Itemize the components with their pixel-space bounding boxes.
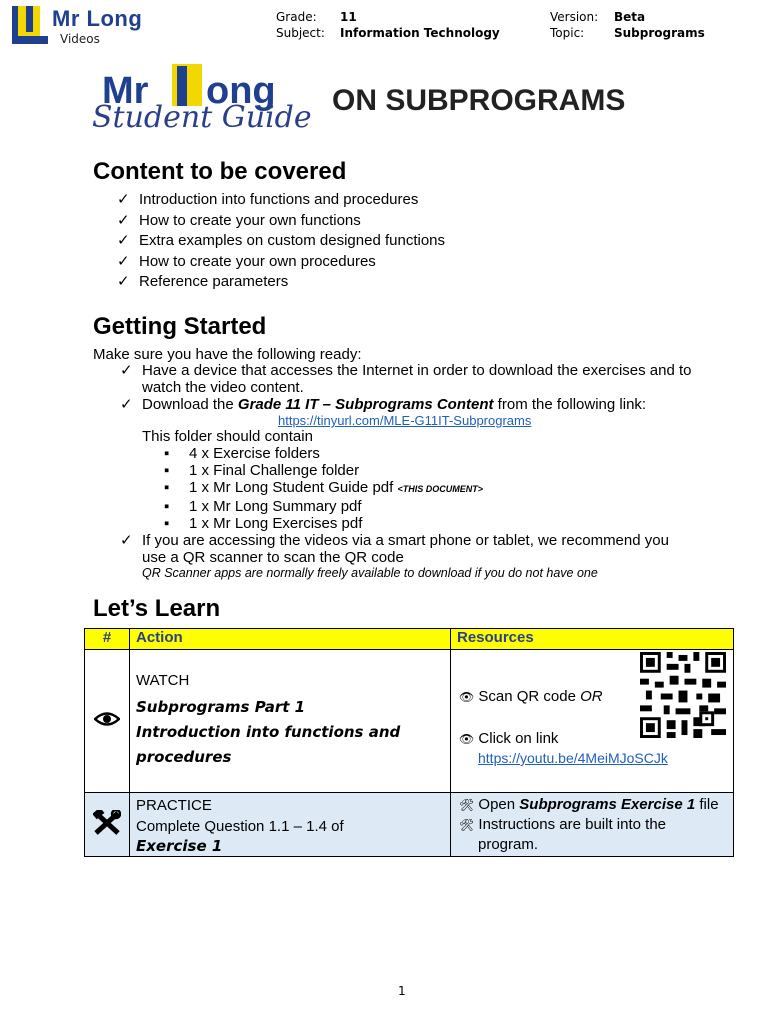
grade-label: Grade:: [276, 10, 317, 24]
table-row: [85, 650, 734, 793]
getting-started-heading: Getting Started: [93, 313, 267, 340]
this-document-tag: <THIS DOCUMENT>: [397, 484, 483, 494]
check-icon: ✓: [117, 232, 130, 249]
instructions-cont: program.: [478, 836, 539, 853]
folder-item: ▪ 1 x Mr Long Summary pdf: [164, 498, 362, 515]
video-link[interactable]: https://youtu.be/4MeiMJoSCJk: [478, 750, 668, 766]
list-item: ✓ Have a device that accesses the Internet in order to download the exercises and to: [120, 362, 692, 379]
getting-started-list: [120, 362, 740, 580]
col-action: Action: [130, 629, 451, 650]
list-item: ✓ How to create your own procedures: [117, 252, 445, 273]
check-icon: ✓: [120, 362, 133, 379]
logo-mr: Mr: [102, 70, 149, 112]
table-row: [85, 793, 734, 857]
check-icon: ✓: [120, 532, 133, 549]
list-item-cont: use a QR scanner to scan the QR code: [142, 549, 404, 566]
logo-ong: ong: [206, 70, 276, 112]
folder-item: ▪ 1 x Mr Long Exercises pdf: [164, 515, 363, 532]
check-icon: ✓: [117, 273, 130, 290]
list-item: ✓ Reference parameters: [117, 272, 445, 293]
video-desc: Introduction into functions and: [136, 723, 401, 741]
check-icon: ✓: [117, 252, 130, 270]
watch-resources: [451, 650, 734, 793]
check-icon: ✓: [117, 211, 130, 229]
instructions: 🛠 Instructions are built into the: [459, 816, 667, 833]
content-heading: Content to be covered: [93, 158, 347, 185]
open-file: 🛠 Open Subprograms Exercise 1 file: [459, 796, 719, 813]
folder-item: ▪ 1 x Final Challenge folder: [164, 462, 360, 479]
practice-exercise: Exercise 1: [136, 837, 223, 855]
header-logo-sub: Videos: [60, 32, 100, 46]
getting-started-intro: Make sure you have the following ready:: [93, 346, 362, 363]
logo-student-guide: Student Guide: [92, 100, 312, 135]
subject-value: Information Technology: [340, 26, 500, 40]
check-icon: ✓: [117, 191, 130, 208]
list-item: ✓ If you are accessing the videos via a smart phone or tablet, we recommend you: [120, 532, 669, 549]
version-label: Version:: [550, 10, 599, 24]
click-link: 👁 Click on link: [459, 730, 559, 747]
check-icon: ✓: [120, 396, 133, 413]
download-link[interactable]: https://tinyurl.com/MLE-G11IT-Subprograms: [278, 413, 532, 428]
lets-learn-heading: Let’s Learn: [93, 595, 221, 622]
eye-icon: 👁: [459, 732, 475, 746]
practice-resources: [451, 793, 734, 857]
list-item: ✓ Download the Grade 11 IT – Subprograms Content from the following link:: [120, 396, 647, 413]
list-item: ✓ Introduction into functions and procedures: [117, 190, 445, 211]
eye-icon: [85, 650, 130, 793]
scan-qr: 👁 Scan QR code OR: [459, 688, 603, 705]
content-list: [117, 190, 445, 293]
list-item: ✓ Extra examples on custom designed functions: [117, 231, 445, 252]
list-item-cont: watch the video content.: [142, 379, 304, 396]
topic-label: Topic:: [550, 26, 585, 40]
tools-icon: [85, 793, 130, 857]
practice-cell: [130, 793, 451, 857]
page-number: 1: [398, 984, 406, 998]
subject-label: Subject:: [276, 26, 325, 40]
page-title: ON SUBPROGRAMS: [332, 84, 626, 117]
student-guide-logo: [92, 62, 322, 140]
version-value: Beta: [614, 10, 646, 24]
video-desc: procedures: [136, 748, 232, 766]
header-logo-text: Mr Long: [52, 6, 143, 31]
folder-item: ▪ 4 x Exercise folders: [164, 445, 320, 462]
col-num: #: [85, 629, 130, 650]
learning-table: [84, 628, 734, 857]
action-type: WATCH: [136, 672, 190, 689]
action-type: PRACTICE: [136, 797, 212, 814]
topic-value: Subprograms: [614, 26, 705, 40]
tools-icon: 🛠: [459, 798, 475, 812]
folder-item: ▪ 1 x Mr Long Student Guide pdf <THIS DOCUMENT>: [164, 479, 483, 496]
eye-icon: 👁: [459, 690, 475, 704]
grade-value: 11: [340, 10, 357, 24]
watch-cell: [130, 650, 451, 793]
header-logo: [12, 6, 162, 46]
table-header-row: [85, 629, 734, 650]
video-title: Subprograms Part 1: [136, 698, 306, 716]
qr-note: QR Scanner apps are normally freely available to download if you do not have one: [142, 566, 598, 580]
folder-intro: This folder should contain: [142, 428, 313, 445]
practice-desc: Complete Question 1.1 – 1.4 of: [136, 818, 344, 835]
qr-code[interactable]: [638, 652, 728, 738]
list-item: ✓ How to create your own functions: [117, 211, 445, 232]
col-resources: Resources: [451, 629, 734, 650]
tools-icon: 🛠: [459, 818, 475, 832]
